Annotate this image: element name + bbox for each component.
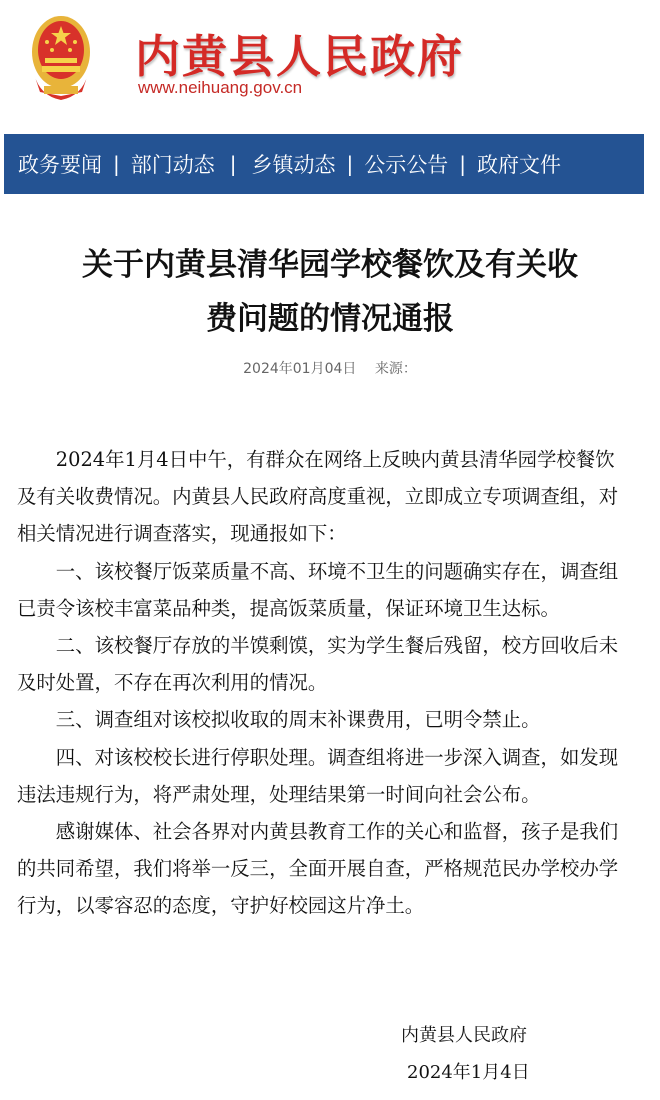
nav-separator: |	[346, 152, 354, 176]
paragraph: 二、该校餐厅存放的半馍剩馍，实为学生餐后残留，校方回收后未及时处置，不存在再次利用的情况。	[17, 634, 619, 695]
paragraph: 一、该校餐厅饭菜质量不高、环境不卫生的问题确实存在，调查组已责令该校丰富菜品种类，提高饭菜质量，保证环境卫生达标。	[17, 559, 619, 620]
site-name: 内黄县人民政府	[135, 30, 465, 83]
paragraph: 三、调查组对该校拟收取的周末补课费用，已明令禁止。	[55, 708, 541, 732]
nav-separator: |	[113, 152, 120, 176]
article-source: 来源：	[374, 361, 417, 377]
main-nav	[4, 134, 644, 194]
site-header	[0, 0, 660, 120]
article-body	[17, 441, 629, 925]
nav-item-notices[interactable]: 公示公告	[364, 153, 449, 177]
nav-item-towns[interactable]: 乡镇动态	[251, 153, 336, 177]
signature-org: 内黄县人民政府	[401, 1025, 527, 1046]
signature-date: 2024年1月4日	[407, 1062, 530, 1083]
nav-item-news[interactable]: 政务要闻	[18, 153, 102, 177]
nav-item-documents[interactable]: 政府文件	[477, 153, 561, 177]
nav-item-departments[interactable]: 部门动态	[130, 153, 215, 177]
paragraph: 2024年1月4日中午，有群众在网络上反映内黄县清华园学校餐饮及有关收费情况。内黄县人民政府高度重视，立即成立专项调查组，对相关情况进行调查落实，现通报如下：	[17, 448, 619, 546]
article-title-line: 关于内黄县清华园学校餐饮及有关收	[82, 247, 578, 283]
article-title-line: 费问题的情况通报	[206, 301, 454, 337]
national-emblem-icon	[30, 14, 92, 102]
nav-separator: |	[229, 152, 237, 176]
article-date: 2024年01月04日	[243, 361, 357, 377]
site-url[interactable]: www.neihuang.gov.cn	[138, 78, 303, 97]
nav-separator: |	[459, 152, 466, 176]
article-title	[10, 238, 650, 346]
paragraph: 四、对该校校长进行停职处理。调查组将进一步深入调查，如发现违法违规行为，将严肃处理，处理结果第一时间向社会公布。	[17, 745, 619, 806]
paragraph: 感谢媒体、社会各界对内黄县教育工作的关心和监督，孩子是我们的共同希望，我们将举一反三，全面开展自查，严格规范民办学校办学行为，以零容忍的态度，守护好校园这片净土。	[17, 820, 619, 918]
article-meta	[0, 358, 660, 378]
